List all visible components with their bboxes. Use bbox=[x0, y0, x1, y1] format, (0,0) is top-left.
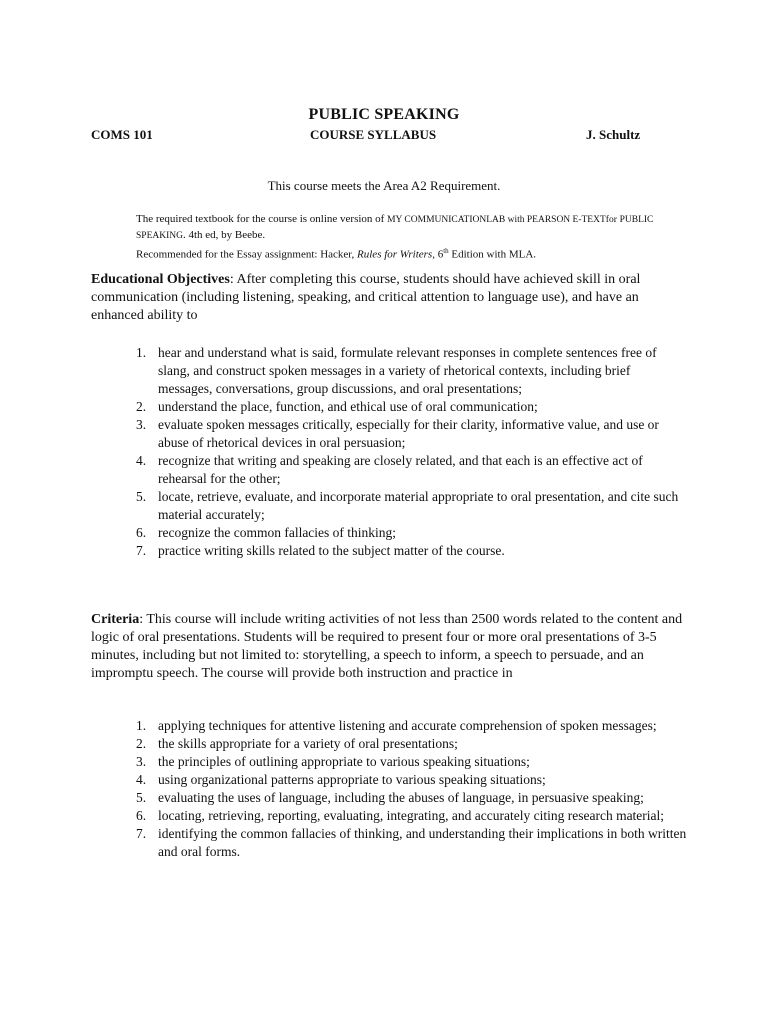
list-item-text: applying techniques for attentive listening and accurate comprehension of spoken messages; bbox=[158, 718, 657, 733]
list-item-number: 4. bbox=[136, 453, 147, 468]
list-item-text: hear and understand what is said, formulate relevant responses in complete sentences free of slang, and construct spoken messages in a variety of rhetorical contexts, including brief messages, conversations, group discussions, and oral presentations; bbox=[158, 345, 657, 396]
list-item bbox=[127, 735, 687, 753]
list-item-text: identifying the common fallacies of thinking, and understanding their implications in both written and oral forms. bbox=[158, 826, 687, 859]
document-type: COURSE SYLLABUS bbox=[310, 127, 437, 142]
list-item bbox=[127, 825, 687, 861]
list-item-text: evaluate spoken messages critically, especially for their clarity, informative value, and use or abuse of rhetorical devices in oral persuasion; bbox=[158, 417, 659, 450]
course-code: COMS 101 bbox=[91, 127, 153, 142]
list-item bbox=[127, 452, 687, 488]
textbook-text-3: . 4th ed, by Beebe. bbox=[182, 229, 266, 241]
list-item bbox=[127, 398, 687, 416]
list-item-number: 5. bbox=[136, 489, 147, 504]
textbook-title-a: MY COMMUNICATIONLAB with PEARSON E-TEXT bbox=[387, 215, 606, 225]
recommended-textbook bbox=[136, 244, 696, 263]
objectives-paragraph bbox=[91, 271, 691, 325]
criteria-list bbox=[127, 717, 687, 861]
criteria-paragraph bbox=[91, 611, 691, 683]
list-item-number: 3. bbox=[136, 417, 147, 432]
instructor-name: J. Schultz bbox=[586, 127, 641, 142]
list-item-text: understand the place, function, and ethical use of oral communication; bbox=[158, 399, 538, 414]
list-item-number: 3. bbox=[136, 754, 147, 769]
list-item-number: 2. bbox=[136, 736, 147, 751]
recommended-edition-suffix: th bbox=[443, 247, 449, 255]
list-item-number: 4. bbox=[136, 772, 147, 787]
list-item-number: 7. bbox=[136, 826, 147, 841]
list-item-number: 6. bbox=[136, 808, 147, 823]
list-item bbox=[127, 542, 687, 560]
list-item bbox=[127, 344, 687, 398]
list-item-number: 1. bbox=[136, 345, 147, 360]
list-item-text: the principles of outlining appropriate to various speaking situations; bbox=[158, 754, 530, 769]
list-item bbox=[127, 416, 687, 452]
requirement-note: This course meets the Area A2 Requirement. bbox=[267, 178, 501, 193]
list-item-text: the skills appropriate for a variety of oral presentations; bbox=[158, 736, 458, 751]
list-item-text: locate, retrieve, evaluate, and incorporate material appropriate to oral presentation, and cite such material accurately; bbox=[158, 489, 679, 522]
list-item-number: 6. bbox=[136, 525, 147, 540]
recommended-title: Rules for Writers, bbox=[357, 248, 435, 261]
criteria-text: : This course will include writing activities of not less than 2500 words related to the content and logic of oral presentations. Students will be required to present four or more oral presentations of 3-5 minutes, including but not limited to: storytelling, a speech to inform, a speech to persuade, and an impromptu speech. The course will provide both instruction and practice in bbox=[91, 612, 683, 681]
list-item bbox=[127, 524, 687, 542]
list-item-text: recognize that writing and speaking are closely related, and that each is an effective act of rehearsal for the other; bbox=[158, 453, 643, 486]
list-item bbox=[127, 753, 687, 771]
list-item-number: 5. bbox=[136, 790, 147, 805]
list-item-text: locating, retrieving, reporting, evaluating, integrating, and accurately citing research material; bbox=[158, 808, 665, 823]
list-item bbox=[127, 807, 687, 825]
list-item-number: 7. bbox=[136, 543, 147, 558]
list-item bbox=[127, 717, 687, 735]
objectives-list bbox=[127, 344, 687, 560]
list-item-text: evaluating the uses of language, including the abuses of language, in persuasive speaking; bbox=[158, 790, 644, 805]
required-textbook bbox=[136, 212, 696, 244]
list-item-text: practice writing skills related to the subject matter of the course. bbox=[158, 543, 505, 558]
list-item bbox=[127, 488, 687, 524]
criteria-heading: Criteria bbox=[91, 612, 140, 627]
header-row bbox=[0, 127, 768, 145]
textbook-text-1: The required textbook for the course is online version of bbox=[136, 213, 385, 225]
textbook-text-2: for bbox=[605, 215, 617, 225]
list-item-number: 2. bbox=[136, 399, 147, 414]
textbook-title-b: PUBLIC SPEAKING bbox=[136, 215, 654, 241]
objectives-text: : After completing this course, students should have achieved skill in oral communication (including listening, speaking, and critical attention to language use), and have an enhanced ability to bbox=[91, 272, 641, 323]
list-item-number: 1. bbox=[136, 718, 147, 733]
recommended-edition: 6 bbox=[437, 248, 444, 261]
list-item bbox=[127, 789, 687, 807]
list-item-text: using organizational patterns appropriate to various speaking situations; bbox=[158, 772, 546, 787]
objectives-heading: Educational Objectives bbox=[91, 272, 230, 287]
list-item-text: recognize the common fallacies of thinking; bbox=[158, 525, 397, 540]
page-title: PUBLIC SPEAKING bbox=[308, 106, 460, 123]
textbook-note bbox=[136, 212, 696, 263]
recommended-text-2: Edition with MLA. bbox=[451, 248, 537, 261]
list-item bbox=[127, 771, 687, 789]
recommended-text-1: Recommended for the Essay assignment: Hacker, bbox=[136, 248, 355, 261]
